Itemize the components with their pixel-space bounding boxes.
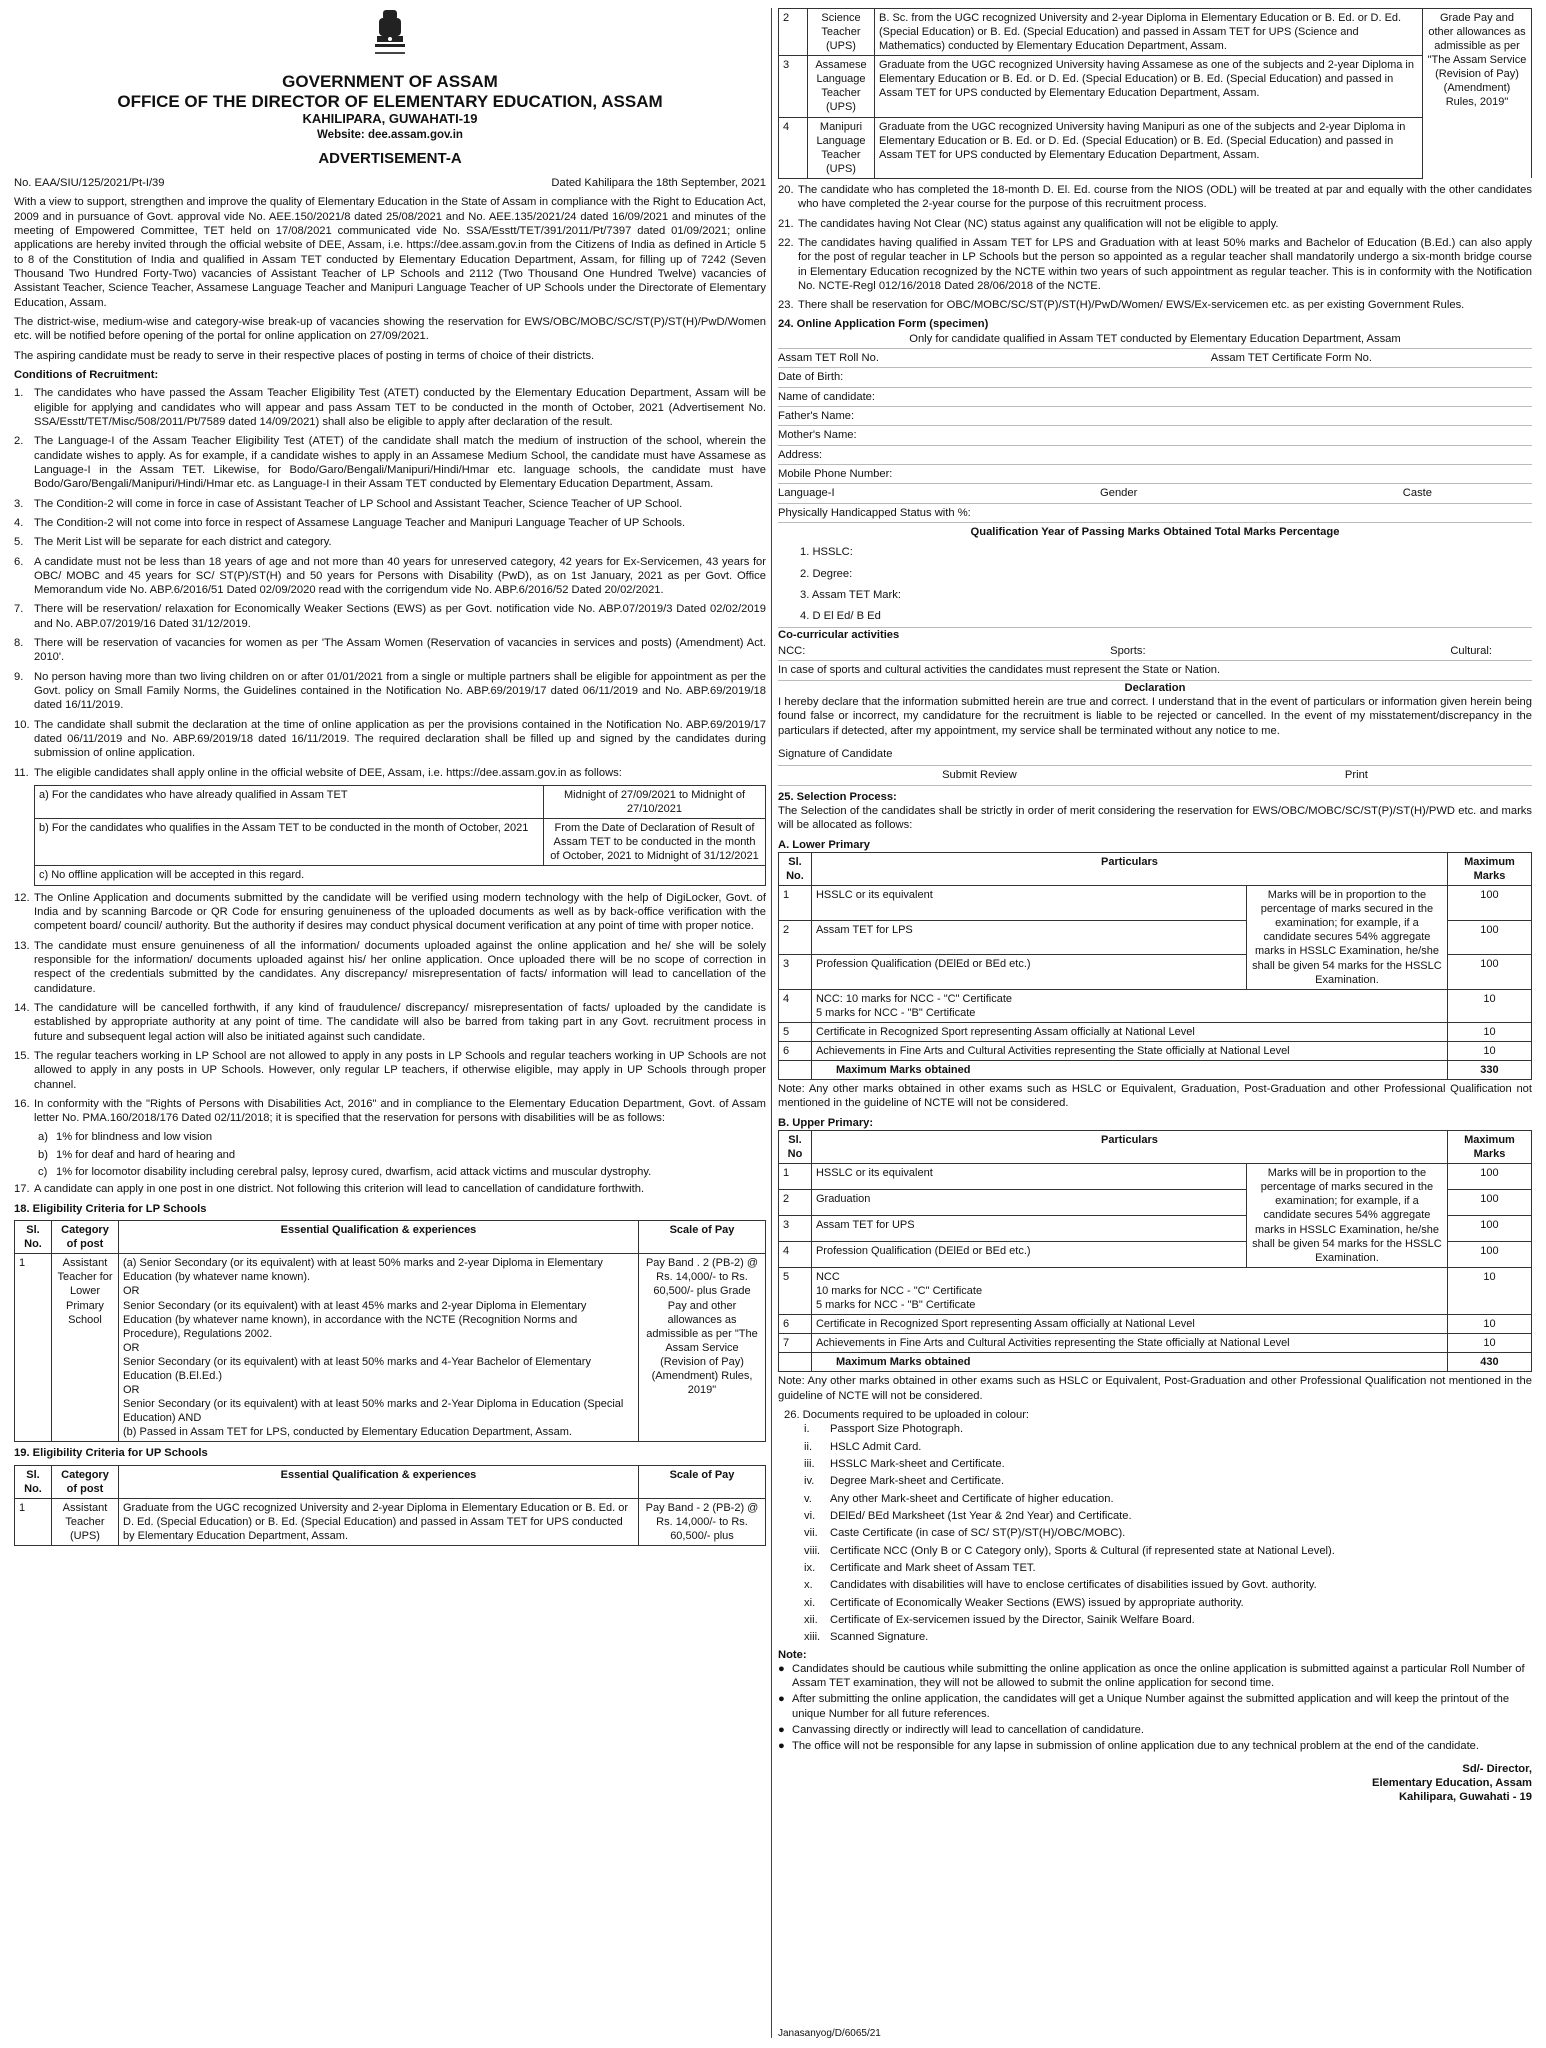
table-cell: 4: [779, 989, 812, 1022]
qualification-line: Senior Secondary (or its equivalent) with at least 50% marks and 2-Year Diploma in Education (Special Education) AND: [123, 1398, 624, 1425]
qualification-item: 1. HSSLC:: [800, 546, 853, 559]
qualification-item: 4. D El Ed/ B Ed: [800, 610, 881, 623]
lower-primary-note: Note: Any other marks obtained in other exams such as HSLC or Equivalent, Graduation, Post-Graduation and other Professional Qualification not mentioned in the guideline of NCTE will not be considered.: [778, 1083, 1532, 1110]
table-row: [779, 1041, 1532, 1060]
table-cell: [779, 1061, 812, 1080]
proportion-note: Marks will be in proportion to the percentage of marks secured in the examination; for example, if a candidate secures 54% aggregate marks in HSSLC Examination, he/she shall be given 54 marks for the HSSLC Examination.: [1246, 1164, 1447, 1268]
state-emblem-icon: [369, 8, 411, 66]
table-header-row: [15, 1221, 766, 1254]
list-item: viii. Certificate NCC (Only B or C Category only), Sports & Cultural (if represented state at National Level).: [804, 1544, 1335, 1557]
table-cell: 5: [779, 1022, 812, 1041]
list-item: xii. Certificate of Ex-servicemen issued by the Director, Sainik Welfare Board.: [804, 1613, 1195, 1626]
bullet-icon: ●: [778, 1693, 785, 1706]
table-cell: Certificate in Recognized Sport representing Assam officially at National Level: [811, 1315, 1447, 1334]
table-cell: 10: [1447, 1334, 1531, 1353]
table-cell: 4: [779, 117, 808, 178]
condition-item: 2. The Language-I of the Assam Teacher Eligibility Test (ATET) of the candidate shall match the medium of instruction of the school, wherein the candidate wishes to apply. As for example, if a candidate wishes to apply in an Assamese Medium School, the candidate must have Assamese as Language-I in the Assam TET. Likewise, for Bodo/Garo/Bengali/Manipuri/Hindi/Hmar etc. language schools, the candidate must have Bodo/Garo/Bengali/Manipuri/Hindi/Hmar etc. as Language-I in their Assam TET conducted by Elementary Education Department, Assam.: [14, 435, 766, 491]
table-cell: 10: [1447, 1267, 1531, 1314]
certificate-no-field: Assam TET Certificate Form No.: [1210, 352, 1372, 365]
list-item: iv. Degree Mark-sheet and Certificate.: [804, 1475, 1005, 1488]
condition-item: 9. No person having more than two living children on or after 01/01/2021 from a single or multiple partners shall be eligible for appointment as per the Govt. policy on Small Family Norms, the Guidelines contained in the Notification No. ABP.69/2019/17 dated 06/11/2019 and No. ABP.69/2019/18 dated 16/11/2019.: [14, 670, 766, 712]
condition-item: 15. The regular teachers working in LP School are not allowed to apply in any posts in LP Schools and regular teachers working in UP Schools are not allowed to apply in any posts in UP Schools. However, only regular LP teachers, if otherwise eligible, may apply in UP Schools through proper channel.: [14, 1049, 766, 1091]
table-cell: Manipuri Language Teacher (UPS): [808, 117, 875, 178]
condition-item: 7. There will be reservation/ relaxation for Economically Weaker Sections (EWS) as per Govt. notification vide No. ABP.07/2019/3 Dated 02/02/2019 and No. ABP.07/2019/16 Dated 31/12/2019.: [14, 603, 766, 630]
table-cell: 10: [1447, 1022, 1531, 1041]
mother-name-field: Mother's Name:: [778, 426, 1532, 445]
table-cell: 10: [1447, 1041, 1531, 1060]
form-subtitle: Only for candidate qualified in Assam TET conducted by Elementary Education Department, Assam: [778, 332, 1532, 349]
upper-primary-heading: B. Upper Primary:: [778, 1116, 874, 1129]
conditions-list: [14, 386, 766, 780]
conditions-list: [14, 1182, 766, 1196]
table-cell: HSSLC or its equivalent: [811, 1164, 1246, 1190]
table-header-row: [15, 1465, 766, 1498]
documents-list: [804, 1422, 1532, 1644]
qualification-line: Senior Secondary (or its equivalent) with at least 50% marks and 4-Year Bachelor of Elementary Education (B.El.Ed.): [123, 1355, 591, 1382]
table-row: [779, 1022, 1532, 1041]
table-header: Sl. No.: [15, 1465, 52, 1498]
table-cell: Midnight of 27/09/2021 to Midnight of 27/10/2021: [544, 786, 766, 819]
table-cell: Grade Pay and other allowances as admissible as per "The Assam Service (Revision of Pay) (Amendment) Rules, 2019": [1423, 9, 1532, 179]
govt-title: GOVERNMENT OF ASSAM: [282, 72, 498, 92]
table-header: Category of post: [52, 1465, 119, 1498]
table-cell: 100: [1447, 1241, 1531, 1267]
table-cell: a) For the candidates who have already qualified in Assam TET: [35, 786, 544, 819]
documents-title: 26. Documents required to be uploaded in colour:: [784, 1408, 1030, 1421]
up-eligibility-table: [14, 1465, 766, 1546]
address-field: Address:: [778, 446, 1532, 465]
table-row: [779, 9, 1532, 56]
conditions-list: [14, 891, 766, 1126]
ncc-field: NCC:: [778, 645, 806, 658]
table-cell: 7: [779, 1334, 812, 1353]
list-item: a) 1% for blindness and low vision: [38, 1131, 213, 1144]
list-item: i. Passport Size Photograph.: [804, 1423, 964, 1436]
table-cell: 330: [1447, 1061, 1531, 1080]
table-cell: HSSLC or its equivalent: [811, 886, 1246, 921]
qualification-header: Qualification Year of Passing Marks Obtained Total Marks Percentage: [970, 526, 1340, 539]
table-row: [15, 1498, 766, 1545]
qualification-line: OR: [123, 1383, 140, 1396]
condition-item: 13. The candidate must ensure genuineness of all the information/ documents uploaded against the online application and he/ she will be solely responsible for the information/ documents uploaded against his/ her online application. Once uploaded there will be no scope of correction in respect of the credentials submitted by the candidates. Any discrepancy/ misrepresentation of facts/ information will lead to cancellation of the candidature.: [14, 939, 766, 995]
form-row: [778, 642, 1532, 661]
table-cell: 3: [779, 1215, 812, 1241]
list-item: b) 1% for deaf and hard of hearing and: [38, 1148, 236, 1161]
list-item: v. Any other Mark-sheet and Certificate of higher education.: [804, 1492, 1114, 1505]
table-header: Category of post: [52, 1221, 119, 1254]
signature-line: Elementary Education, Assam: [1372, 1777, 1532, 1790]
declaration-title: Declaration: [1124, 681, 1186, 694]
list-item: xiii. Scanned Signature.: [804, 1631, 929, 1644]
cocurricular-title: Co-curricular activities: [778, 627, 1532, 642]
table-row: [779, 1334, 1532, 1353]
table-row: [35, 786, 766, 819]
table-cell: Certificate in Recognized Sport representing Assam officially at National Level: [811, 1022, 1447, 1041]
list-item: vi. DElEd/ BEd Marksheet (1st Year & 2nd Year) and Certificate.: [804, 1509, 1132, 1522]
condition-item: 22. The candidates having qualified in Assam TET for LPS and Graduation with at least 50% marks and Bachelor of Education (B.Ed.) can also apply for the post of regular teacher in LP Schools but the person so appointed as a regular teacher shall mandatorily undergo a six-month bridge course in Elementary Education recognized by the NCTE within two years of such appointment as regular teacher. This is in conformity with the Notification No. NCTE-Regl 012/16/2018 Dated 28/06/2018 of the NCTE.: [778, 236, 1532, 292]
notes-title: Note:: [778, 1648, 807, 1661]
disability-list: [38, 1130, 766, 1179]
table-cell: 430: [1447, 1353, 1531, 1372]
note-item: ● Canvassing directly or indirectly will lead to cancellation of candidature.: [778, 1724, 1144, 1737]
table-cell: 100: [1447, 886, 1531, 921]
table-header: Essential Qualification & experiences: [119, 1221, 639, 1254]
table-cell: 100: [1447, 1164, 1531, 1190]
table-cell: Assam TET for LPS: [811, 920, 1246, 955]
table-header: Scale of Pay: [639, 1221, 766, 1254]
condition-item: 10. The candidate shall submit the declaration at the time of online application as per the provisions contained in the Notification No. ABP.69/2019/17 dated 06/11/2019 and No. ABP.69/2019/18 dated 16/11/2019. The required declaration shall be filled up and signed by the candidates during submission of online application.: [14, 718, 766, 760]
qualification-line: (a) Senior Secondary (or its equivalent) with at least 50% marks and 2-year Diploma in Elementary Education (by whatever name known).: [123, 1257, 603, 1284]
table-cell: 6: [779, 1041, 812, 1060]
table-cell: Profession Qualification (DElEd or BEd etc.): [811, 955, 1246, 990]
condition-item: 21. The candidates having Not Clear (NC) status against any qualification will not be eligible to apply.: [778, 217, 1279, 230]
table-cell: c) No offline application will be accepted in this regard.: [35, 866, 766, 885]
table-cell: Graduate from the UGC recognized University having Manipuri as one of the subjects and 2-year Diploma in Elementary Education or B. Ed. or D. Ed. (Special Education) or B. Ed. (Special Education) and passed in Assam TET for UPS conducted by Elementary Education Department, Assam.: [875, 117, 1423, 178]
lower-primary-marks-table: [778, 852, 1532, 1080]
qualification-item: 2. Degree:: [800, 567, 853, 580]
table-total-row: [779, 1353, 1532, 1372]
note-item: ● After submitting the online application, the candidates will get a Unique Number against the submitted application and will keep the printout of the unique Number for all future references.: [778, 1693, 1510, 1720]
table-header: Particulars: [811, 853, 1447, 886]
intro-paragraph: The aspiring candidate must be ready to serve in their respective places of posting in terms of choice of their districts.: [14, 349, 595, 362]
table-header: Scale of Pay: [639, 1465, 766, 1498]
qualification-line: Senior Secondary (or its equivalent) with at least 45% marks and 2-year Diploma in Elementary Education (by whatever name known), in accordance with the NCTE (Recognition Norms and Procedure), Regulations 2002.: [123, 1299, 587, 1340]
conditions-list: [778, 183, 1532, 313]
cocurricular-note: In case of sports and cultural activities the candidates must represent the State or Nation.: [778, 661, 1532, 680]
qualification-line: OR: [123, 1285, 140, 1298]
table-cell: b) For the candidates who qualifies in the Assam TET to be conducted in the month of October, 2021: [35, 819, 544, 866]
bullet-icon: ●: [778, 1662, 785, 1675]
table-cell: B. Sc. from the UGC recognized University and 2-year Diploma in Elementary Education or B. Ed. or D. Ed. (Special Education) or B. Ed. (Special Education) and passed in Assam TET for UPS (Science and Mathematics) conducted by Elementary Education Department, Assam.: [875, 9, 1423, 56]
table-cell: 5: [779, 1267, 812, 1314]
table-cell: Achievements in Fine Arts and Cultural Activities representing the State officially at National Level: [811, 1334, 1447, 1353]
table-cell: Assistant Teacher (UPS): [52, 1498, 119, 1545]
table-header: Particulars: [811, 1131, 1447, 1164]
bullet-icon: ●: [778, 1724, 785, 1737]
reference-row: [14, 176, 766, 190]
office-title: OFFICE OF THE DIRECTOR OF ELEMENTARY EDUCATION, ASSAM: [117, 91, 663, 111]
condition-item: 6. A candidate must not be less than 18 years of age and not more than 40 years for unreserved category, 42 years for Ex-Servicemen, 43 years for OBC/ MOBC and 45 years for SC/ ST(P)/ST(H) and 50 years for Persons with Disability (PwD), as on 1st January, 2021 as per Govt. Office Memorandum vide No. ABP.6/2016/51 Dated 02/09/2020 read with the corrigendum vide No. ABP.6/2016/52 Dated 20/02/2021.: [14, 555, 766, 597]
column-divider: [771, 8, 772, 2038]
cultural-field: Cultural:: [1450, 645, 1492, 658]
qualification-item: 3. Assam TET Mark:: [800, 589, 901, 602]
date: Dated Kahilipara the 18th September, 2021: [551, 176, 766, 189]
table-cell: From the Date of Declaration of Result of Assam TET to be conducted in the month of October, 2021 to Midnight of 31/12/2021: [544, 819, 766, 866]
list-item: ix. Certificate and Mark sheet of Assam TET.: [804, 1561, 1036, 1574]
condition-item: 20. The candidate who has completed the 18-month D. El. Ed. course from the NIOS (ODL) will be treated at par and equally with the other candidates who have completed the 2-year course for the purpose of this recruitment process.: [778, 183, 1532, 211]
condition-item: 23. There shall be reservation for OBC/MOBC/SC/ST(P)/ST(H)/PwD/Women/ EWS/Ex-servicemen etc. as per existing Government Rules.: [778, 299, 1465, 312]
upper-primary-note: Note: Any other marks obtained in other exams such as HSLC or Equivalent, Post-Graduation and other Professional Qualification not mentioned in the guideline of NCTE will not be considered.: [778, 1375, 1532, 1402]
table-total-row: [779, 1061, 1532, 1080]
table-header: Sl. No.: [779, 853, 812, 886]
declaration-text: I hereby declare that the information submitted herein are true and correct. I understand that in the event of particulars or information given herein being found false or incorrect, my candidature for the recruitment is liable to be rejected or cancelled. In the event of my misstatement/discrepancy in the particulars if detected, after my appointment, my service shall be terminated without any notice to me.: [778, 696, 1532, 737]
table-cell: Maximum Marks obtained: [811, 1061, 1447, 1080]
mobile-field: Mobile Phone Number:: [778, 465, 1532, 484]
conditions-title: Conditions of Recruitment:: [14, 368, 159, 381]
table-cell: Pay Band - 2 (PB-2) @ Rs. 14,000/- to Rs. 60,500/- plus: [639, 1498, 766, 1545]
condition-item: 16. In conformity with the "Rights of Persons with Disabilities Act, 2016" and in compliance to the Elementary Education Department, Govt. of Assam letter No. PMA.160/2018/176 Dated 02/11/2018; it is specified that the reservation for persons with disabilities will be as follows:: [14, 1097, 766, 1125]
table-cell: Science Teacher (UPS): [808, 9, 875, 56]
table-cell: 2: [779, 1190, 812, 1216]
notes-section: [778, 1648, 1532, 1754]
table-row: [779, 989, 1532, 1022]
condition-item: 14. The candidature will be cancelled forthwith, if any kind of fraudulence/ discrepancy/ misrepresentation of facts/ uploaded by the candidate is established by appropriate authority at any point of time. The candidate will also be barred from taking part in any Govt. recruitment process in future and subsequent legal action will also be initiated against such candidate.: [14, 1001, 766, 1043]
table-cell: Profession Qualification (DElEd or BEd etc.): [811, 1241, 1246, 1267]
reference-number: No. EAA/SIU/125/2021/Pt-I/39: [14, 176, 165, 189]
list-item: iii. HSSLC Mark-sheet and Certificate.: [804, 1457, 1005, 1470]
table-cell: NCC 10 marks for NCC - "C" Certificate 5 marks for NCC - "B" Certificate: [811, 1267, 1447, 1314]
signature-line: Sd/- Director,: [1462, 1762, 1532, 1775]
table-cell: 3: [779, 56, 808, 117]
left-column: [14, 8, 766, 1546]
signature-block: [778, 1762, 1532, 1805]
up-eligibility-table-continued: [778, 8, 1532, 179]
header: [14, 8, 766, 168]
table-header: Sl. No: [779, 1131, 812, 1164]
lower-primary-heading: A. Lower Primary: [778, 838, 871, 851]
upper-primary-marks-table: [778, 1130, 1532, 1372]
table-row: [779, 886, 1532, 921]
condition-item: 11. The eligible candidates shall apply online in the official website of DEE, Assam, i.e. https://dee.assam.gov.in as follows:: [14, 766, 622, 779]
table-cell: 1: [779, 1164, 812, 1190]
table-cell: 100: [1447, 920, 1531, 955]
table-row: [779, 56, 1532, 117]
table-row: [15, 1254, 766, 1442]
language-field: Language-I: [778, 487, 835, 500]
intro-paragraph: The district-wise, medium-wise and category-wise break-up of vacancies showing the reservation for EWS/OBC/MOBC/SC/ST(P)/ST(H)/PwD/Women etc. will be notified before opening of the portal for online application on 27/09/2021.: [14, 315, 766, 343]
table-header-row: [779, 853, 1532, 886]
table-cell: 6: [779, 1315, 812, 1334]
table-cell: Achievements in Fine Arts and Cultural Activities representing the State officially at National Level: [811, 1041, 1447, 1060]
submit-review-button[interactable]: Submit Review: [942, 769, 1017, 782]
table-cell: 1: [779, 886, 812, 921]
selection-text: The Selection of the candidates shall be strictly in order of merit considering the reservation for EWS/OBC/MOBC/SC/ST(P)/ST(H)/PWD etc. and marks will be allocated as follows:: [778, 805, 1532, 832]
condition-item: 8. There will be reservation of vacancies for women as per 'The Assam Women (Reservation of vacancies in services and posts) (Amendment) Act. 2010'.: [14, 637, 766, 664]
table-cell: Assam TET for UPS: [811, 1215, 1246, 1241]
table-cell: Graduation: [811, 1190, 1246, 1216]
table-cell: [779, 1353, 812, 1372]
table-row: [779, 1267, 1532, 1314]
caste-field: Caste: [1402, 487, 1432, 500]
sports-field: Sports:: [1110, 645, 1146, 658]
father-name-field: Father's Name:: [778, 407, 1532, 426]
proportion-note: Marks will be in proportion to the percentage of marks secured in the examination; for example, if a candidate secures 54% aggregate marks in HSSLC Examination, he/she shall be given 54 marks for the HSSLC Examination.: [1246, 886, 1447, 990]
selection-title: 25. Selection Process:: [778, 790, 897, 803]
lp-eligibility-title: 18. Eligibility Criteria for LP Schools: [14, 1202, 207, 1215]
table-cell: 10: [1447, 989, 1531, 1022]
condition-item: 12. The Online Application and documents submitted by the candidate will be verified using modern technology with the help of DigiLocker, Govt. of India and by scanning Barcode or QR Code for ensuring genuineness of the uploaded documents as well as by back-office verification with the competent board/ council/ authority. But the authority if desires may conduct physical document verification at any point of time with proper notice.: [14, 891, 766, 933]
table-header: Sl. No.: [15, 1221, 52, 1254]
table-cell: Graduate from the UGC recognized University having Assamese as one of the subjects and 2-year Diploma in Elementary Education or B. Ed. or D. Ed. (Special Education) or B. Ed. (Special Education) and passed in Assam TET for UPS conducted by Elementary Education Department, Assam.: [875, 56, 1423, 117]
advertisement-title: ADVERTISEMENT-A: [318, 149, 462, 167]
table-cell: Pay Band . 2 (PB-2) @ Rs. 14,000/- to Rs. 60,500/- plus Grade Pay and other allowances as admissible as per "The Assam Service (Revision of Pay) (Amendment) Rules, 2019": [639, 1254, 766, 1442]
table-row: [35, 866, 766, 885]
bullet-icon: ●: [778, 1740, 785, 1753]
table-cell: 3: [779, 955, 812, 990]
table-cell: [119, 1254, 639, 1442]
table-cell: Assistant Teacher for Lower Primary School: [52, 1254, 119, 1442]
table-cell: Graduate from the UGC recognized University and 2-year Diploma in Elementary Education or B. Ed. or D. Ed. (Special Education) or B. Ed. (Special Education) and passed in Assam TET for UPS conducted by Elementary Education Department, Assam.: [119, 1498, 639, 1545]
table-cell: NCC: 10 marks for NCC - "C" Certificate 5 marks for NCC - "B" Certificate: [811, 989, 1447, 1022]
footer-code: Janasanyog/D/6065/21: [778, 2028, 881, 2039]
form-actions: [778, 766, 1532, 785]
intro-paragraph: With a view to support, strengthen and improve the quality of Elementary Education in the State of Assam in compliance with the Right to Education Act, 2009 and in pursuance of Govt. approval vide No. AEE.150/2021/8 dated 25/08/2021 and No. AEE.135/2021/24 dated 16/09/2021 and minutes of the meeting of Empowered Committee, TET held on 17/08/2021 communicated vide No. SSA/Esstt/TET/391/2011/Pt/7397 dated 01/09/2021; online applications are hereby invited through the official website of DEE, Assam, i.e. https://dee.assam.gov.in from the Citizens of India as defined in Article 5 to 8 of the Constitution of India and qualified in Assam TET conducted by Elementary Education Department, Assam, for filling up of 7242 (Seven Thousand Two Hundred Forty-Two) vacancies of Assistant Teacher of LP Schools and 2112 (Two Thousand One Hundred Twelve) vacancies of Assistant Teacher, Science Teacher, Assamese Language Teacher and Manipuri Language Teacher of UP Schools under the Directorate of Elementary Education, Assam.: [14, 196, 766, 309]
table-cell: 1: [15, 1254, 52, 1442]
up-eligibility-title: 19. Eligibility Criteria for UP Schools: [14, 1447, 208, 1460]
list-item: xi. Certificate of Economically Weaker Sections (EWS) issued by appropriate authority.: [804, 1596, 1244, 1609]
signature-field: Signature of Candidate: [778, 743, 1532, 766]
dob-field: Date of Birth:: [778, 368, 1532, 387]
lp-eligibility-table: [14, 1220, 766, 1442]
table-header: Maximum Marks: [1447, 1131, 1531, 1164]
table-cell: 100: [1447, 955, 1531, 990]
table-cell: Assamese Language Teacher (UPS): [808, 56, 875, 117]
table-cell: 100: [1447, 1215, 1531, 1241]
apply-dates-table: [34, 785, 766, 885]
table-row: [35, 819, 766, 866]
ph-status-field: Physically Handicapped Status with %:: [778, 504, 1532, 523]
condition-item: 3. The Condition-2 will come in force in case of Assistant Teacher of LP School and Assistant Teacher, Science Teacher of UP School.: [14, 497, 683, 510]
table-cell: 100: [1447, 1190, 1531, 1216]
condition-item: 17. A candidate can apply in one post in one district. Not following this criterion will lead to cancellation of candidature forthwith.: [14, 1183, 645, 1196]
table-header-row: [779, 1131, 1532, 1164]
table-cell: 10: [1447, 1315, 1531, 1334]
list-item: x. Candidates with disabilities will have to enclose certificates of disabilities issued by Govt. authority.: [804, 1579, 1317, 1592]
form-title: 24. Online Application Form (specimen): [778, 318, 989, 331]
table-cell: Maximum Marks obtained: [811, 1353, 1447, 1372]
list-item: ii. HSLC Admit Card.: [804, 1440, 922, 1453]
table-cell: 2: [779, 920, 812, 955]
gender-field: Gender: [1100, 487, 1138, 500]
condition-item: 4. The Condition-2 will not come into force in respect of Assamese Language Teacher and Manipuri Language Teacher of UP Schools.: [14, 516, 686, 529]
list-item: c) 1% for locomotor disability including cerebral palsy, leprosy cured, dwarfism, acid attack victims and muscular dystrophy.: [38, 1166, 652, 1179]
qualification-line: (b) Passed in Assam TET for LPS, conducted by Elementary Education Department, Assam.: [123, 1426, 572, 1439]
condition-item: 5. The Merit List will be separate for each district and category.: [14, 536, 332, 549]
form-row: [778, 484, 1532, 503]
table-header: Maximum Marks: [1447, 853, 1531, 886]
website[interactable]: Website: dee.assam.gov.in: [317, 129, 463, 142]
form-row: [778, 349, 1532, 368]
name-field: Name of candidate:: [778, 388, 1532, 407]
office-address: KAHILIPARA, GUWAHATI-19: [302, 111, 478, 127]
application-form-specimen: [778, 317, 1532, 785]
table-row: [779, 1164, 1532, 1190]
note-item: ● Candidates should be cautious while submitting the online application as once the online application is submitted against a particular Roll Number of Assam TET examination, they will not be allowed to submit the online application for second time.: [778, 1662, 1525, 1690]
note-item: ● The office will not be responsible for any lapse in submission of online application due to any technical problem at the end of the candidate.: [778, 1740, 1480, 1753]
right-column: [778, 8, 1532, 1805]
table-header: Essential Qualification & experiences: [119, 1465, 639, 1498]
qualification-line: OR: [123, 1341, 140, 1354]
table-row: [779, 1315, 1532, 1334]
roll-no-field: Assam TET Roll No.: [778, 352, 879, 365]
list-item: vii. Caste Certificate (in case of SC/ ST(P)/ST(H)/OBC/MOBC).: [804, 1527, 1126, 1540]
signature-line: Kahilipara, Guwahati - 19: [1398, 1791, 1532, 1804]
table-cell: 1: [15, 1498, 52, 1545]
table-cell: 4: [779, 1241, 812, 1267]
print-button[interactable]: Print: [1344, 769, 1368, 782]
qualification-list: [778, 545, 1532, 623]
table-row: [779, 117, 1532, 178]
table-cell: 2: [779, 9, 808, 56]
condition-item: 1. The candidates who have passed the Assam Teacher Eligibility Test (ATET) conducted by the Elementary Education Department, Assam will be eligible for applying and candidates who will appear and pass Assam TET to be conducted in the month of October, 2021 (Advertisement No. SSA/Esstt/TET/Misc/508/2011/Pt/7589 dated 14/09/2021) shall also be eligible to apply after declaration of the result.: [14, 387, 766, 428]
